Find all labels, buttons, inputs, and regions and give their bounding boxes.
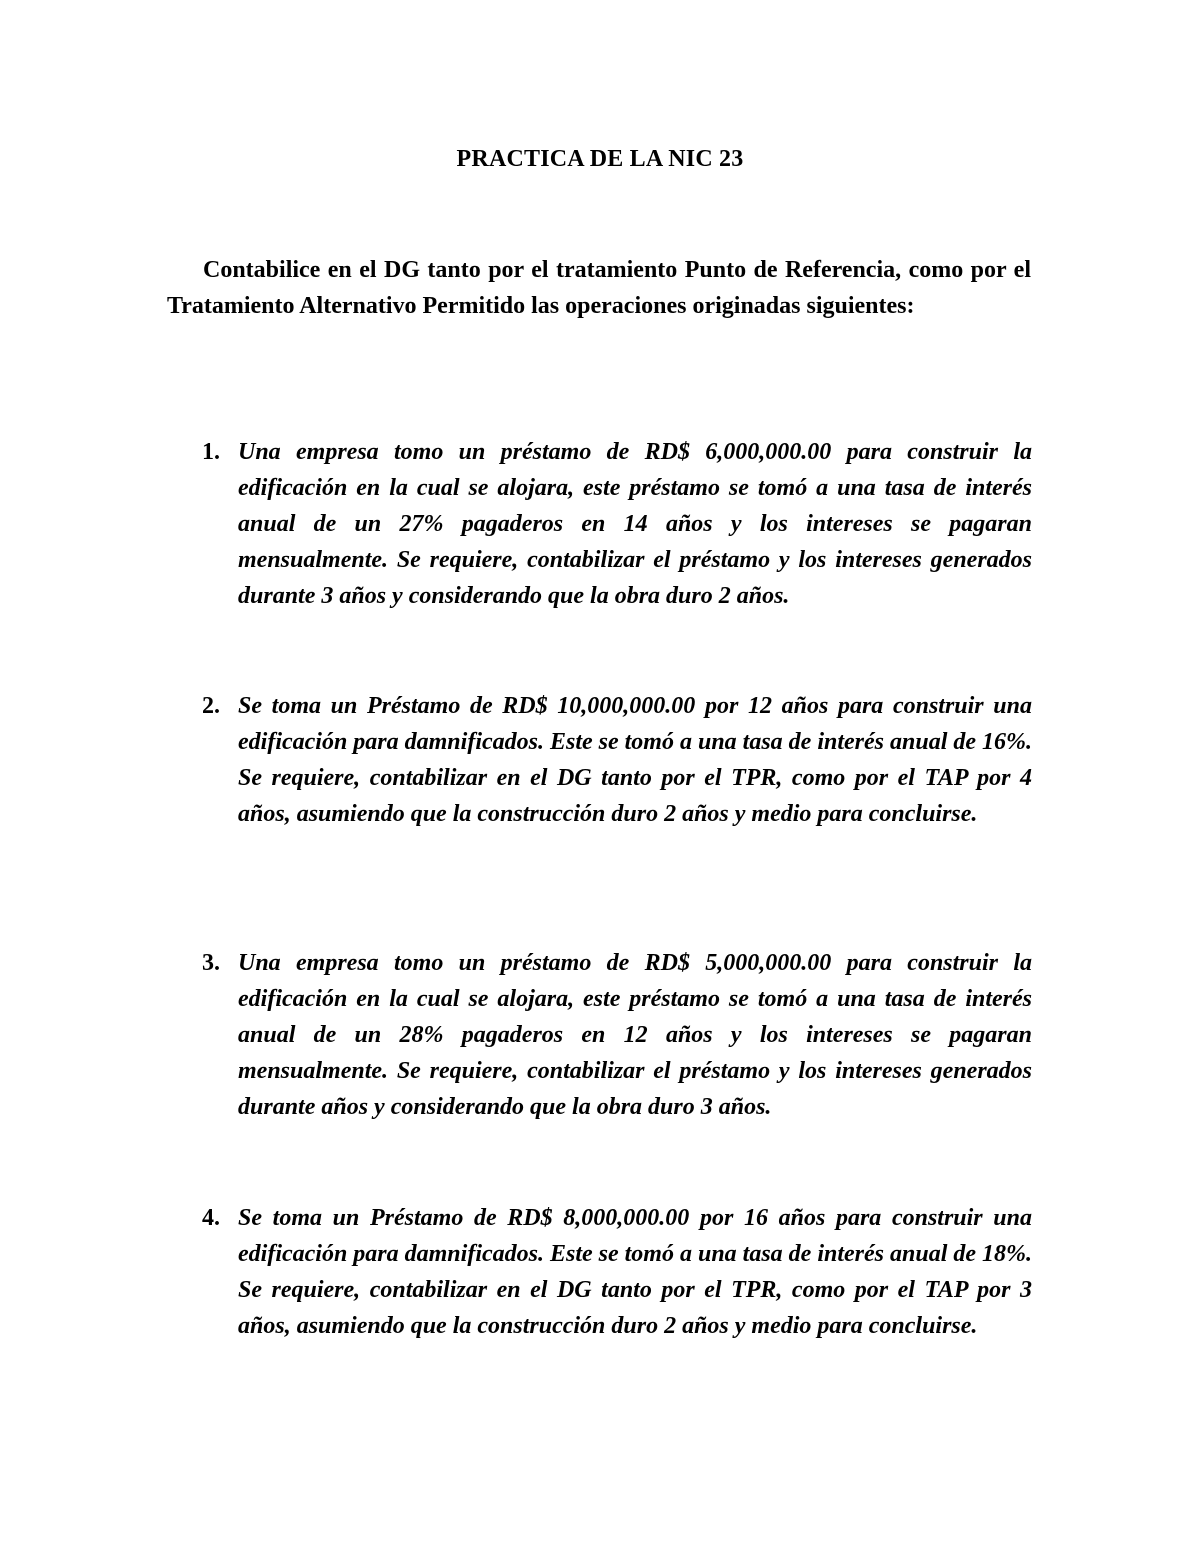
document-title: PRACTICA DE LA NIC 23 <box>456 146 744 172</box>
list-item-text: Se toma un Préstamo de RD$ 8,000,000.00 por 16 años para construir una edificación para damnificados. Este se tomó a una tasa de interés anual de 18%. Se requiere, contabilizar en el DG tanto por el TPR, como por el TAP por 3 años, asumiendo que la construcción duro 2 años y medio para concluirse. <box>238 1205 1033 1339</box>
list-item-number: 3. <box>202 950 220 976</box>
list-item-text: Una empresa tomo un préstamo de RD$ 5,000,000.00 para construir la edificación en la cual se alojara, este préstamo se tomó a una tasa de interés anual de un 28% pagaderos en 12 años y los intereses se pagaran mensualmente. Se requiere, contabilizar el préstamo y los intereses generados durante años y considerando que la obra duro 3 años. <box>238 950 1032 1120</box>
list-item-number: 2. <box>202 693 220 719</box>
list-item-number: 1. <box>202 439 220 465</box>
list-item-text: Se toma un Préstamo de RD$ 10,000,000.00 por 12 años para construir una edificación para damnificados. Este se tomó a una tasa de interés anual de 16%. Se requiere, contabilizar en el DG tanto por el TPR, como por el TAP por 4 años, asumiendo que la construcción duro 2 años y medio para concluirse. <box>238 693 1033 827</box>
list-item-text: Una empresa tomo un préstamo de RD$ 6,000,000.00 para construir la edificación en la cual se alojara, este préstamo se tomó a una tasa de interés anual de un 27% pagaderos en 14 años y los intereses se pagaran mensualmente. Se requiere, contabilizar el préstamo y los intereses generados durante 3 años y considerando que la obra duro 2 años. <box>238 439 1032 609</box>
intro-paragraph: Contabilice en el DG tanto por el tratamiento Punto de Referencia, como por el Tratamiento Alternativo Permitido las operaciones originadas siguientes: <box>167 257 1031 319</box>
list-item-number: 4. <box>202 1205 220 1231</box>
